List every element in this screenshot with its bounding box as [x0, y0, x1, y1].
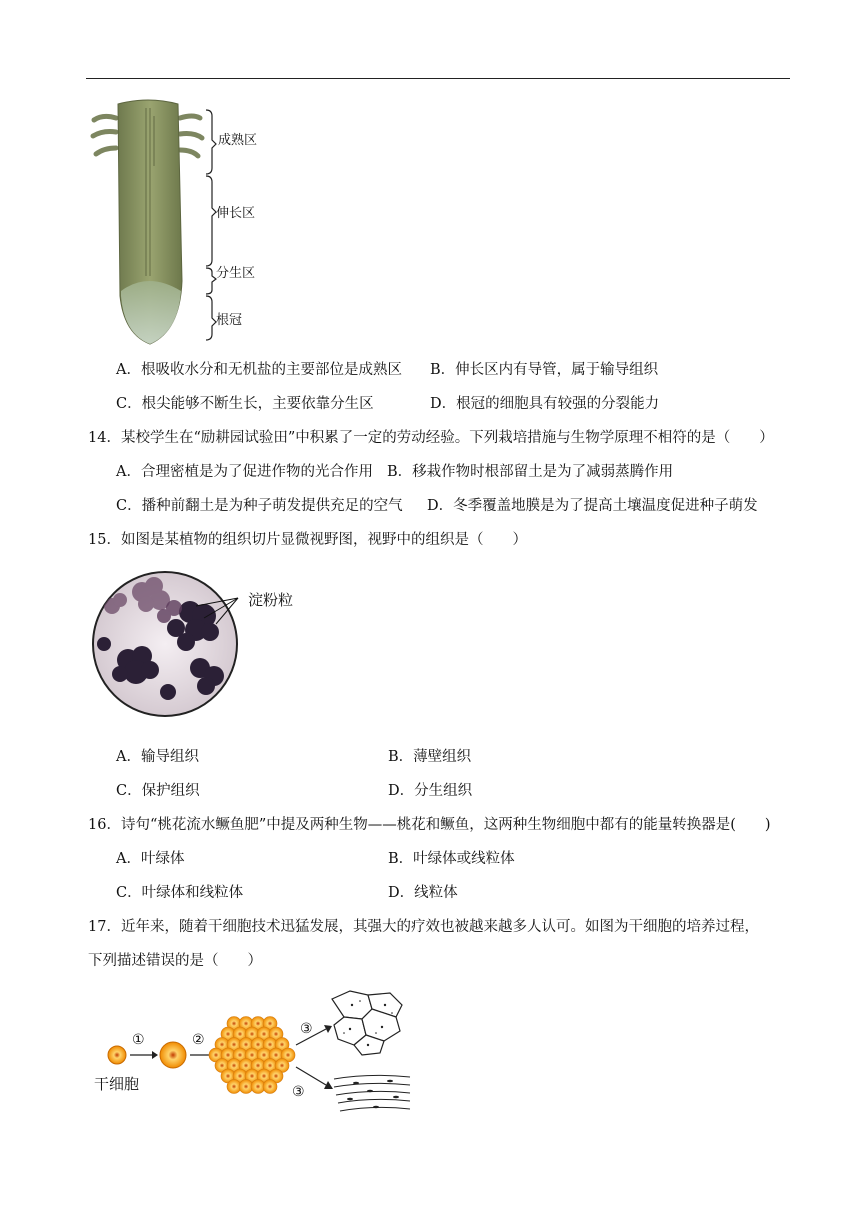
q15-stem: 15．如图是某植物的组织切片显微视野图，视野中的组织是（ ） — [88, 532, 527, 548]
step-3-lower-label: ③ — [292, 1084, 305, 1100]
q17-stem-line1: 17．近年来，随着干细胞技术迅猛发展，其强大的疗效也被越来越多人认可。如图为干细胞的培养过程， — [88, 919, 759, 935]
label-meristem-zone: 分生区 — [216, 266, 256, 281]
step-3-upper-label: ③ — [300, 1021, 313, 1037]
q15-option-d: D．分生组织 — [388, 783, 473, 799]
q14-option-a: A．合理密植是为了促进作物的光合作用 — [116, 464, 373, 480]
label-maturation-zone: 成熟区 — [218, 133, 258, 148]
q16-stem: 16．诗句“桃花流水鳜鱼肥”中提及两种生物——桃花和鳜鱼，这两种生物细胞中都有的能量转换器是( ) — [88, 817, 771, 833]
q14-option-c: C．播种前翻土是为种子萌发提供充足的空气 — [116, 498, 403, 514]
cell-cluster — [209, 1017, 295, 1094]
label-root-cap: 根冠 — [216, 313, 243, 328]
q15-option-b: B．薄壁组织 — [388, 749, 472, 765]
header-rule — [86, 78, 790, 79]
q17-stem-line2: 下列描述错误的是（ ） — [88, 953, 262, 969]
q16-option-d: D．线粒体 — [388, 885, 458, 901]
q14-stem: 14．某校学生在“励耕园试验田”中积累了一定的劳动经验。下列栽培措施与生物学原理不相符的是（ ） — [88, 430, 774, 446]
stem-cell-figure — [100, 985, 420, 1120]
q13-option-b: B．伸长区内有导管，属于输导组织 — [430, 362, 659, 378]
label-elongation-zone: 伸长区 — [216, 206, 256, 221]
q15-option-a: A．输导组织 — [116, 749, 199, 765]
cluster-cell — [263, 1080, 277, 1094]
q16-option-c: C．叶绿体和线粒体 — [116, 885, 244, 901]
q14-option-b: B．移栽作物时根部留土是为了减弱蒸腾作用 — [387, 464, 674, 480]
label-starch-grains: 淀粉粒 — [248, 591, 294, 609]
q13-option-d: D．根冠的细胞具有较强的分裂能力 — [430, 396, 660, 412]
stem-cell-label: 干细胞 — [94, 1075, 140, 1093]
q13-option-a: A．根吸收水分和无机盐的主要部位是成熟区 — [116, 362, 402, 378]
q16-option-b: B．叶绿体或线粒体 — [388, 851, 515, 867]
q13-option-c: C．根尖能够不断生长，主要依靠分生区 — [116, 396, 374, 412]
q15-option-c: C．保护组织 — [116, 783, 200, 799]
step-1-label: ① — [132, 1032, 145, 1048]
q14-option-d: D．冬季覆盖地膜是为了提高土壤温度促进种子萌发 — [427, 498, 758, 514]
step-2-label: ② — [192, 1032, 205, 1048]
q16-option-a: A．叶绿体 — [116, 851, 185, 867]
